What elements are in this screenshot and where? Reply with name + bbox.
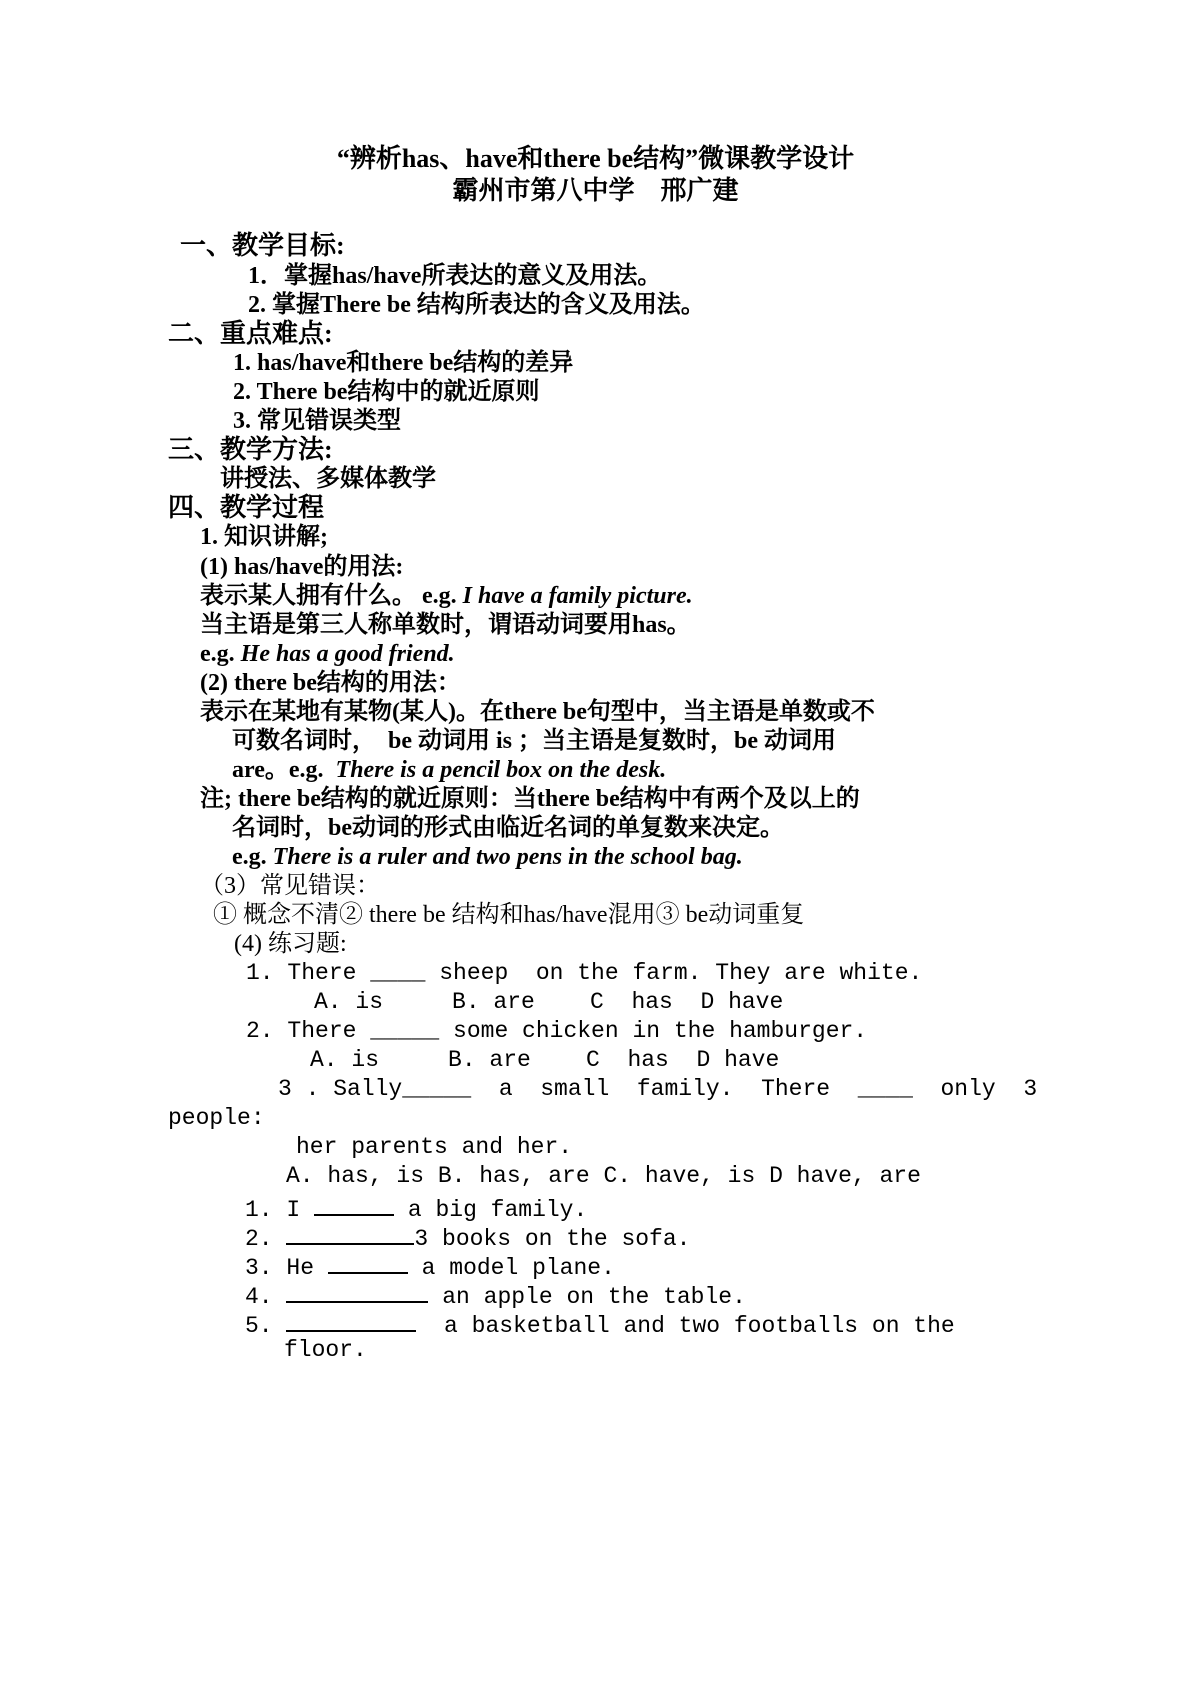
section-3-text: 讲授法、多媒体教学 — [220, 466, 436, 492]
proximity-rule-line-1: 注; there be结构的就近原则：当there be结构中有两个及以上的 — [200, 786, 860, 812]
fill-2-number: 2. — [245, 1226, 273, 1252]
there-be-usage-eg: are。e.g. — [232, 757, 324, 783]
fill-4-number: 4. — [245, 1284, 273, 1310]
eg-label-4: e.g. — [232, 844, 267, 870]
fill-2-blank — [286, 1223, 414, 1245]
has-have-usage-heading: (1) has/have的用法: — [200, 554, 404, 580]
fill-4-blank — [286, 1281, 428, 1303]
example-sentence-4: There is a ruler and two pens in the school bag. — [272, 844, 743, 870]
question-3-options: A. has, is B. has, are C. have, is D have, are — [286, 1163, 921, 1189]
example-line-2 — [200, 642, 455, 666]
third-person-rule: 当主语是第三人称单数时，谓语动词要用has。 — [200, 612, 691, 638]
question-3-line-2: people: — [168, 1105, 265, 1131]
section-4-heading: 四、教学过程 — [168, 493, 325, 522]
section-2-item-1: 1. has/have和there be结构的差异 — [233, 350, 574, 376]
knowledge-heading: 1. 知识讲解; — [200, 524, 328, 550]
fill-1-subject: I — [286, 1197, 301, 1223]
common-errors-heading: （3）常见错误： — [200, 873, 380, 899]
question-1: 1. There ____ sheep on the farm. They are white. — [246, 960, 923, 986]
fill-5-text: a basketball and two footballs on the — [444, 1313, 955, 1339]
fill-4-text: an apple on the table. — [442, 1284, 746, 1310]
fill-1-number: 1. — [245, 1197, 273, 1223]
fill-1-text: a big family. — [407, 1197, 588, 1223]
document-title: “辨析has、have和there be结构”微课教学设计 — [336, 144, 855, 173]
section-3-heading: 三、教学方法: — [168, 435, 333, 464]
fill-3-text: a model plane. — [421, 1255, 615, 1281]
section-1-item-1: 1．掌握has/have所表达的意义及用法。 — [248, 263, 662, 289]
fill-5-line-2: floor. — [284, 1337, 367, 1363]
section-1-heading: 一、教学目标: — [180, 231, 345, 260]
section-2-heading: 二、重点难点: — [168, 319, 333, 348]
has-have-usage-text: 表示某人拥有什么。 e.g. — [200, 583, 457, 609]
example-sentence-3: There is a pencil box on the desk. — [335, 757, 667, 783]
fill-3-blank — [328, 1252, 408, 1274]
question-3-line-3: her parents and her. — [296, 1134, 573, 1160]
there-be-usage-line-3 — [232, 758, 666, 782]
fill-5-blank — [286, 1310, 416, 1332]
eg-label: e.g. — [200, 641, 235, 667]
fill-3-number: 3. — [245, 1255, 273, 1281]
section-1-item-2: 2. 掌握There be 结构所表达的含义及用法。 — [248, 292, 705, 318]
exercise-heading: (4) 练习题: — [234, 931, 347, 957]
section-2-item-3: 3. 常见错误类型 — [233, 408, 401, 434]
has-have-usage-line — [200, 584, 693, 608]
section-2-item-2: 2. There be结构中的就近原则 — [233, 379, 540, 405]
example-line-4 — [232, 845, 743, 869]
fill-1-blank — [314, 1194, 394, 1216]
fill-2 — [245, 1223, 690, 1251]
there-be-usage-line-1: 表示在某地有某物(某人)。在there be句型中，当主语是单数或不 — [200, 699, 875, 725]
fill-4 — [245, 1281, 746, 1309]
question-1-options: A. is B. are C has D have — [314, 989, 784, 1015]
question-3-line-1: 3 . Sally_____ a small family. There ____ only 3 — [278, 1076, 1038, 1102]
fill-2-text: 3 books on the sofa. — [414, 1226, 691, 1252]
common-errors-text: ① 概念不清② there be 结构和has/have混用③ be动词重复 — [213, 902, 805, 928]
document-author: 霸州市第八中学 邢广建 — [452, 176, 739, 205]
there-be-usage-heading: (2) there be结构的用法： — [200, 670, 461, 696]
fill-3 — [245, 1252, 615, 1280]
fill-3-subject: He — [286, 1255, 315, 1281]
fill-5 — [245, 1310, 955, 1338]
question-2: 2. There _____ some chicken in the hamburger. — [246, 1018, 868, 1044]
fill-1 — [245, 1194, 587, 1222]
proximity-rule-line-2: 名词时，be动词的形式由临近名词的单复数来决定。 — [232, 815, 784, 841]
question-2-options: A. is B. are C has D have — [310, 1047, 780, 1073]
example-sentence-2: He has a good friend. — [240, 641, 455, 667]
example-sentence-1: I have a family picture. — [462, 583, 693, 609]
there-be-usage-line-2: 可数名词时， be 动词用 is ；当主语是复数时，be 动词用 — [232, 728, 837, 754]
fill-5-number: 5. — [245, 1313, 273, 1339]
